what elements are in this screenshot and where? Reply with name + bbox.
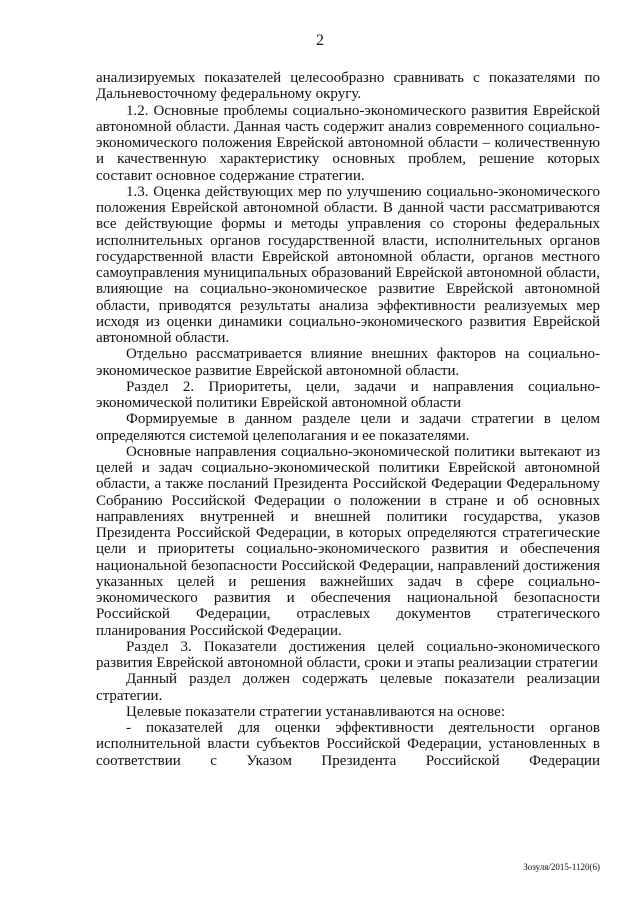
footer-reference: Зозуля/2015-1120(6) <box>523 862 600 872</box>
paragraph-main-directions: Основные направления социально-экономической политики вытекают из целей и задач социально-экономической политики Еврейской автономной области, а также посланий Президента Российской Федерации Федеральному Собранию Российской Федерации о положении в стране и об основных направлениях внутренней и внешней политики государства, указов Президента Российской Федерации, в которых определяются стратегические цели и приоритеты социально-экономического развития и обеспечения национальной безопасности Российской Федерации, направлений достижения указанных целей и решения важнейших задач в сфере социально-экономического развития и обеспечения национальной безопасности Российской Федерации, отраслевых документов стратегического планирования Российской Федерации. <box>96 443 600 639</box>
paragraph-external-factors: Отдельно рассматривается влияние внешних факторов на социально-экономическое развитие Еврейской автономной области. <box>96 346 600 379</box>
heading-section-3: Раздел 3. Показатели достижения целей социально-экономического развития Еврейской автономной области, сроки и этапы реализации стратегии <box>96 638 600 671</box>
heading-section-2: Раздел 2. Приоритеты, цели, задачи и направления социально-экономической политики Еврейской автономной области <box>96 378 600 411</box>
paragraph-intro-continuation: анализируемых показателей целесообразно сравнивать с показателями по Дальневосточному федеральному округу. <box>96 70 600 103</box>
paragraph-section-1-3: 1.3. Оценка действующих мер по улучшению социально-экономического положения Еврейской автономной области. В данной части рассматриваются все действующие формы и методы управления со стороны федеральных исполнительных органов государственной власти, исполнительных органов государственной власти Еврейской автономной области, органов местного самоуправления муниципальных образований Еврейской автономной области, влияющие на социально-экономическое развитие Еврейской автономной области, приводятся результаты анализа эффективности реализуемых мер исходя из оценки динамики социально-экономического развития Еврейской автономной области. <box>96 183 600 346</box>
paragraph-section-1-2: 1.2. Основные проблемы социально-экономического развития Еврейской автономной области. Данная часть содержит анализ современного социально-экономического положения Еврейской автономной области – количественную и качественную характеристику основных проблем, решение которых составит основное содержание стратегии. <box>96 102 600 184</box>
paragraph-target-indicators: Данный раздел должен содержать целевые показатели реализации стратегии. <box>96 671 600 704</box>
list-item-indicators: - показателей для оценки эффективности деятельности органов исполнительной власти субъектов Российской Федерации, установленных в соответствии с Указом Президента Российской Федерации <box>96 720 600 769</box>
paragraph-goals-tasks: Формируемые в данном разделе цели и задачи стратегии в целом определяются системой целеполагания и ее показателями. <box>96 411 600 444</box>
page-number: 2 <box>316 32 324 49</box>
document-body <box>96 70 600 769</box>
paragraph-indicators-basis: Целевые показатели стратегии устанавливаются на основе: <box>126 703 505 720</box>
